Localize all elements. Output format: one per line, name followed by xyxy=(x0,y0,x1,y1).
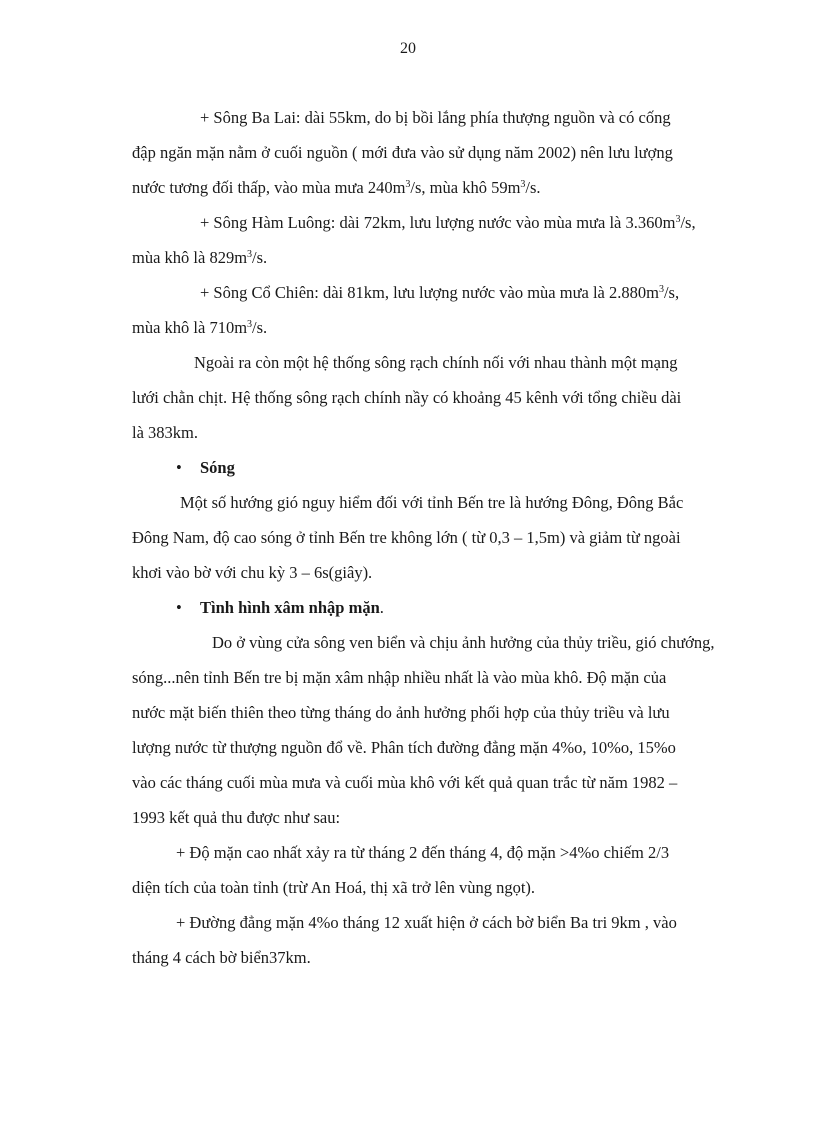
superscript: 3 xyxy=(247,249,253,260)
superscript: 3 xyxy=(520,179,526,190)
ham-luong-line-2 xyxy=(132,240,742,275)
ba-lai-line-2: đập ngăn mặn nằm ở cuối nguồn ( mới đưa vào sử dụng năm 2002) nên lưu lượng xyxy=(132,143,673,162)
text: /s, xyxy=(663,283,680,302)
co-chien-line-2 xyxy=(132,310,742,345)
salinity-line-5: vào các tháng cuối mùa mưa và cuối mùa khô với kết quả quan trắc từ năm 1982 – xyxy=(132,773,678,792)
heading-text: Sóng xyxy=(200,458,235,477)
text: /s. xyxy=(252,248,268,267)
ba-lai-line-1: + Sông Ba Lai: dài 55km, do bị bồi lắng phía thượng nguồn và có cống xyxy=(200,108,671,127)
text: mùa khô là 710m xyxy=(132,318,248,337)
bullet-icon: • xyxy=(176,458,182,477)
bullet-icon: • xyxy=(176,598,182,617)
waves-line-2: Đông Nam, độ cao sóng ở tỉnh Bến tre không lớn ( từ 0,3 – 1,5m) và giảm từ ngoài xyxy=(132,528,681,547)
text: /s. xyxy=(252,318,268,337)
salinity-point-1-line-2: diện tích của toàn tỉnh (trừ An Hoá, thị xã trở lên vùng ngọt). xyxy=(132,878,536,897)
salinity-heading xyxy=(132,590,742,625)
superscript: 3 xyxy=(405,179,411,190)
co-chien-line-1 xyxy=(132,275,742,310)
ham-luong-line-1 xyxy=(132,205,742,240)
superscript: 3 xyxy=(675,214,681,225)
superscript: 3 xyxy=(247,319,253,330)
text: /s. xyxy=(525,178,541,197)
text: mùa khô là 829m xyxy=(132,248,248,267)
page-number: 20 xyxy=(400,40,416,57)
text: + Sông Hàm Luông: dài 72km, lưu lượng nước vào mùa mưa là 3.360m xyxy=(200,213,676,232)
superscript: 3 xyxy=(658,284,664,295)
salinity-line-3: nước mặt biến thiên theo từng tháng do ảnh hưởng phối hợp của thủy triều và lưu xyxy=(132,703,670,722)
waves-line-3: khơi vào bờ với chu kỳ 3 – 6s(giây). xyxy=(132,563,373,582)
salinity-point-2-line-1: + Đường đẳng mặn 4%o tháng 12 xuất hiện ở cách bờ biển Ba tri 9km , vào xyxy=(176,913,677,932)
ba-lai-line-3 xyxy=(132,170,742,205)
salinity-point-1-line-1: + Độ mặn cao nhất xảy ra từ tháng 2 đến tháng 4, độ mặn >4%o chiếm 2/3 xyxy=(176,843,670,862)
waves-line-1: Một số hướng gió nguy hiểm đối với tỉnh Bến tre là hướng Đông, Đông Bắc xyxy=(180,493,684,512)
salinity-point-2-line-2: tháng 4 cách bờ biển37km. xyxy=(132,948,311,967)
text: nước tương đối thấp, vào mùa mưa 240m xyxy=(132,178,406,197)
salinity-line-1: Do ở vùng cửa sông ven biển và chịu ảnh hưởng của thủy triều, gió chướng, xyxy=(212,633,715,652)
network-line-1: Ngoài ra còn một hệ thống sông rạch chính nối với nhau thành một mạng xyxy=(194,353,678,372)
text: /s, mùa khô 59m xyxy=(410,178,521,197)
heading-text: Tình hình xâm nhập mặn xyxy=(200,598,380,617)
text: /s, xyxy=(680,213,696,232)
waves-heading xyxy=(132,450,742,485)
network-line-3: là 383km. xyxy=(132,423,198,442)
heading-suffix: . xyxy=(379,598,384,617)
salinity-line-4: lượng nước từ thượng nguồn đổ về. Phân tích đường đẳng mặn 4%o, 10%o, 15%o xyxy=(132,738,676,757)
text: + Sông Cổ Chiên: dài 81km, lưu lượng nước vào mùa mưa là 2.880m xyxy=(200,283,659,302)
salinity-line-6: 1993 kết quả thu được như sau: xyxy=(132,808,341,827)
network-line-2: lưới chằn chịt. Hệ thống sông rạch chính nầy có khoảng 45 kênh với tổng chiều dài xyxy=(132,388,682,407)
document-body xyxy=(132,100,742,975)
salinity-line-2: sóng...nên tỉnh Bến tre bị mặn xâm nhập nhiều nhất là vào mùa khô. Độ mặn của xyxy=(132,668,667,687)
